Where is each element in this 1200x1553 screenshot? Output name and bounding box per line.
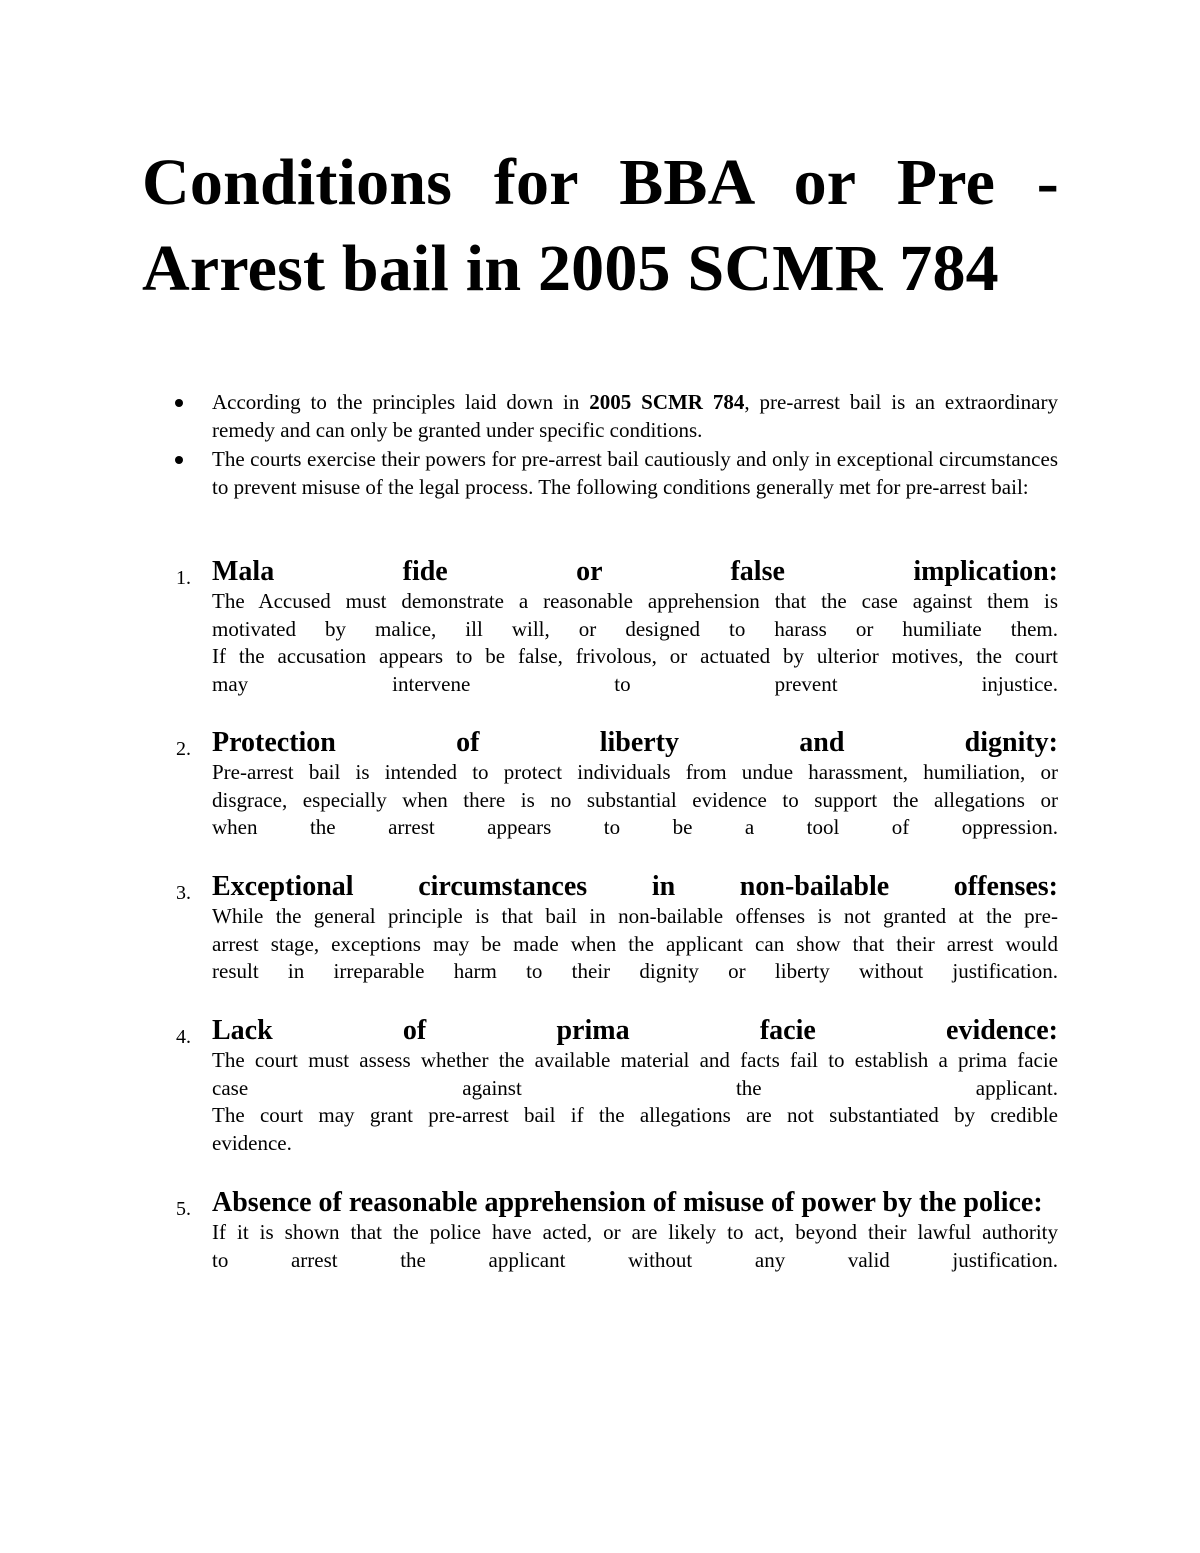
condition-item-1 — [176, 556, 1058, 698]
bullet-text-after: , pre-arrest bail is an extraordinary remedy and can only be granted under specific conditions. — [212, 390, 1058, 442]
page-title: Conditions for BBA or Pre - Arrest bail in 2005 SCMR 784 — [142, 146, 1059, 305]
condition-body — [212, 759, 1058, 842]
condition-line: disgrace, especially when there is no substantial evidence to support the allegations or — [212, 787, 1058, 812]
bullet-dot-icon — [175, 399, 183, 407]
condition-line: result in irreparable harm to their dignity or liberty without justification. — [212, 959, 1058, 983]
condition-heading: Mala fide or false implication: — [212, 556, 1058, 587]
condition-line: arrest stage, exceptions may be made when the applicant can show that their arrest would — [212, 931, 1058, 956]
condition-item-5 — [176, 1187, 1058, 1274]
condition-body — [212, 903, 1058, 986]
condition-line: Pre-arrest bail is intended to protect individuals from undue harassment, humiliation, or — [212, 760, 1058, 784]
intro-bullet-2 — [212, 445, 1058, 501]
condition-heading: Protection of liberty and dignity: — [212, 727, 1058, 758]
condition-line: may intervene to prevent injustice. — [212, 671, 1058, 696]
intro-bullet-list — [212, 388, 1058, 502]
condition-line: to arrest the applicant without any valid justification. — [212, 1247, 1058, 1272]
condition-number: 5. — [176, 1198, 191, 1220]
bullet-dot-icon — [175, 456, 183, 464]
condition-line: evidence. — [212, 1130, 292, 1155]
condition-body — [212, 1047, 1058, 1157]
condition-heading: Exceptional circumstances in non-bailable offenses: — [212, 871, 1058, 902]
condition-line: The Accused must demonstrate a reasonable apprehension that the case against them is — [212, 589, 1058, 613]
condition-line: The court must assess whether the available material and facts fail to establish a prima facie — [212, 1048, 1058, 1072]
condition-heading: Lack of prima facie evidence: — [212, 1015, 1058, 1046]
condition-number: 2. — [176, 738, 191, 760]
condition-number: 1. — [176, 567, 191, 589]
condition-number: 4. — [176, 1026, 191, 1048]
condition-line: While the general principle is that bail in non-bailable offenses is not granted at the pre- — [212, 904, 1058, 928]
condition-item-3 — [176, 871, 1058, 986]
condition-body — [212, 1219, 1058, 1274]
intro-bullet-1 — [212, 388, 1058, 444]
bullet-text: The courts exercise their powers for pre-arrest bail cautiously and only in exceptional circumstances to prevent misuse of the legal process. The following conditions generally met for pre-arrest bail: — [212, 447, 1058, 499]
condition-line: when the arrest appears to be a tool of oppression. — [212, 815, 1058, 839]
condition-item-2 — [176, 727, 1058, 842]
condition-line: The court may grant pre-arrest bail if the allegations are not substantiated by credible — [212, 1103, 1058, 1127]
condition-line: If it is shown that the police have acted, or are likely to act, beyond their lawful authority — [212, 1220, 1058, 1244]
case-citation: 2005 SCMR 784 — [589, 390, 745, 414]
condition-line: case against the applicant. — [212, 1075, 1058, 1100]
condition-body — [212, 588, 1058, 698]
condition-line: motivated by malice, ill will, or designed to harass or humiliate them. — [212, 616, 1058, 641]
condition-number: 3. — [176, 882, 191, 904]
condition-line: If the accusation appears to be false, frivolous, or actuated by ulterior motives, the court — [212, 644, 1058, 668]
condition-heading: Absence of reasonable apprehension of misuse of power by the police: — [212, 1187, 1043, 1218]
condition-item-4 — [176, 1015, 1058, 1157]
bullet-text-before: According to the principles laid down in — [212, 390, 590, 414]
